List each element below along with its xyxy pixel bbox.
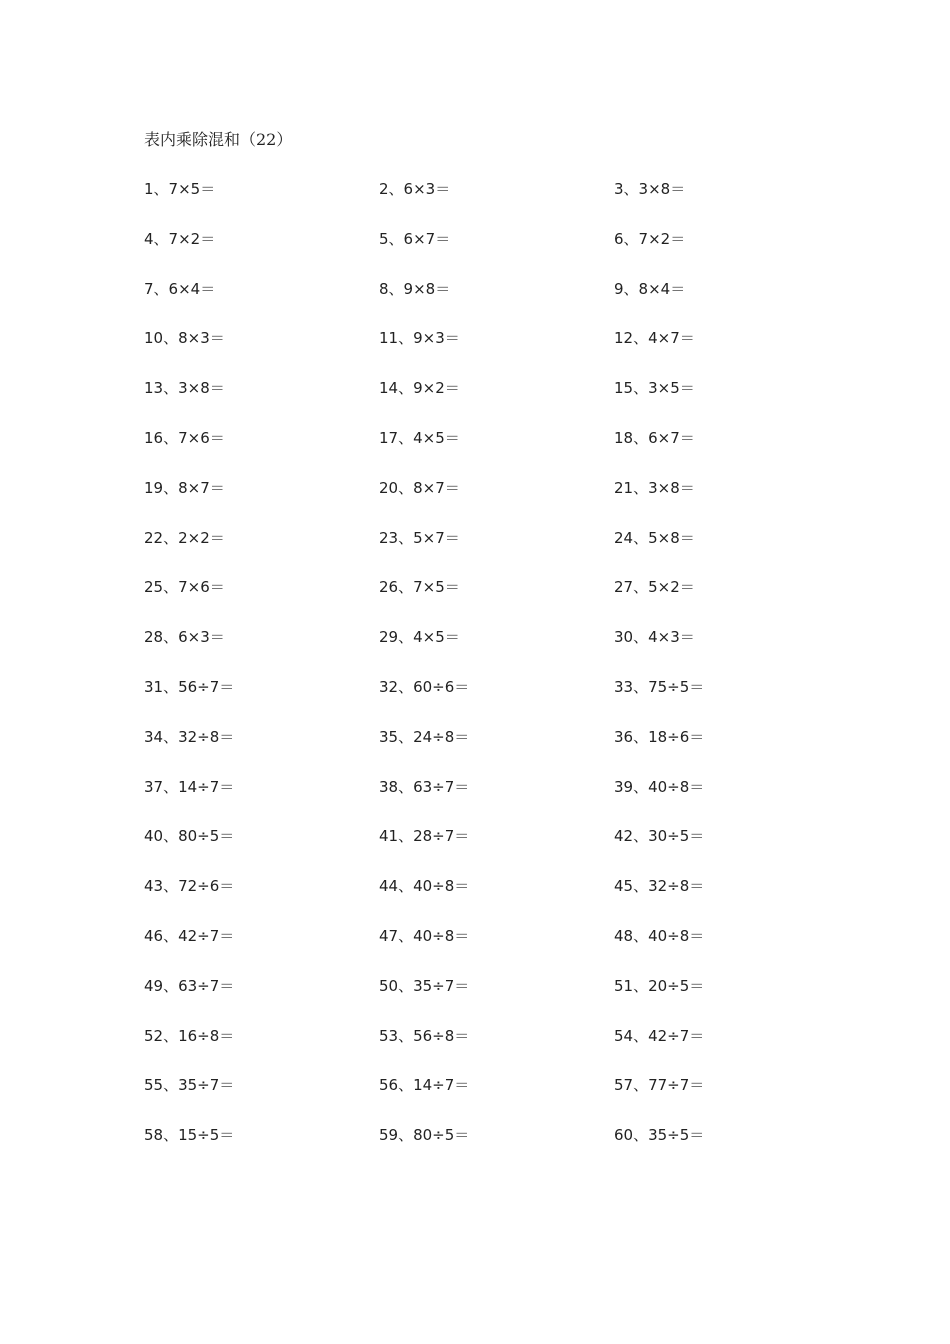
problem-item: 46、42÷7＝ <box>144 926 235 945</box>
problem-item: 11、9×3＝ <box>379 329 460 348</box>
problem-item: 32、60÷6＝ <box>379 677 470 696</box>
problem-item: 19、8×7＝ <box>144 478 225 497</box>
problem-item: 48、40÷8＝ <box>614 926 705 945</box>
problem-item: 7、6×4＝ <box>144 279 216 298</box>
problem-item: 17、4×5＝ <box>379 428 460 447</box>
problem-item: 39、40÷8＝ <box>614 777 705 796</box>
problem-item: 4、7×2＝ <box>144 229 216 248</box>
worksheet-title: 表内乘除混和（22） <box>144 130 293 149</box>
problem-grid <box>144 177 864 1173</box>
problem-item: 8、9×8＝ <box>379 279 451 298</box>
problem-item: 14、9×2＝ <box>379 379 460 398</box>
problem-item: 44、40÷8＝ <box>379 877 470 896</box>
problem-item: 26、7×5＝ <box>379 578 460 597</box>
problem-item: 16、7×6＝ <box>144 428 225 447</box>
problem-item: 9、8×4＝ <box>614 279 686 298</box>
problem-item: 45、32÷8＝ <box>614 877 705 896</box>
problem-item: 3、3×8＝ <box>614 180 686 198</box>
problem-item: 29、4×5＝ <box>379 628 460 647</box>
problem-item: 24、5×8＝ <box>614 528 695 547</box>
problem-item: 28、6×3＝ <box>144 628 225 647</box>
problem-item: 10、8×3＝ <box>144 329 225 348</box>
problem-item: 18、6×7＝ <box>614 428 695 447</box>
problem-item: 2、6×3＝ <box>379 180 451 198</box>
problem-item: 54、42÷7＝ <box>614 1026 705 1045</box>
problem-item: 20、8×7＝ <box>379 478 460 497</box>
problem-item: 12、4×7＝ <box>614 329 695 348</box>
problem-item: 41、28÷7＝ <box>379 827 470 846</box>
problem-item: 60、35÷5＝ <box>614 1126 705 1145</box>
problem-item: 13、3×8＝ <box>144 379 225 398</box>
problem-item: 22、2×2＝ <box>144 528 225 547</box>
problem-item: 23、5×7＝ <box>379 528 460 547</box>
problem-item: 55、35÷7＝ <box>144 1076 235 1095</box>
problem-item: 57、77÷7＝ <box>614 1076 705 1095</box>
problem-item: 50、35÷7＝ <box>379 976 470 995</box>
problem-item: 27、5×2＝ <box>614 578 695 597</box>
problem-item: 47、40÷8＝ <box>379 926 470 945</box>
problem-item: 34、32÷8＝ <box>144 727 235 746</box>
problem-item: 36、18÷6＝ <box>614 727 705 746</box>
problem-item: 43、72÷6＝ <box>144 877 235 896</box>
problem-item: 49、63÷7＝ <box>144 976 235 995</box>
problem-item: 37、14÷7＝ <box>144 777 235 796</box>
problem-item: 31、56÷7＝ <box>144 677 235 696</box>
problem-item: 25、7×6＝ <box>144 578 225 597</box>
problem-item: 35、24÷8＝ <box>379 727 470 746</box>
problem-item: 42、30÷5＝ <box>614 827 705 846</box>
problem-item: 30、4×3＝ <box>614 628 695 647</box>
problem-item: 53、56÷8＝ <box>379 1026 470 1045</box>
problem-item: 59、80÷5＝ <box>379 1126 470 1145</box>
problem-item: 33、75÷5＝ <box>614 677 705 696</box>
problem-item: 51、20÷5＝ <box>614 976 705 995</box>
problem-item: 58、15÷5＝ <box>144 1126 235 1145</box>
problem-item: 52、16÷8＝ <box>144 1026 235 1045</box>
problem-item: 15、3×5＝ <box>614 379 695 398</box>
problem-item: 21、3×8＝ <box>614 478 695 497</box>
problem-item: 40、80÷5＝ <box>144 827 235 846</box>
problem-item: 6、7×2＝ <box>614 229 686 248</box>
problem-item: 5、6×7＝ <box>379 229 451 248</box>
problem-item: 1、7×5＝ <box>144 180 216 198</box>
problem-item: 56、14÷7＝ <box>379 1076 470 1095</box>
problem-item: 38、63÷7＝ <box>379 777 470 796</box>
